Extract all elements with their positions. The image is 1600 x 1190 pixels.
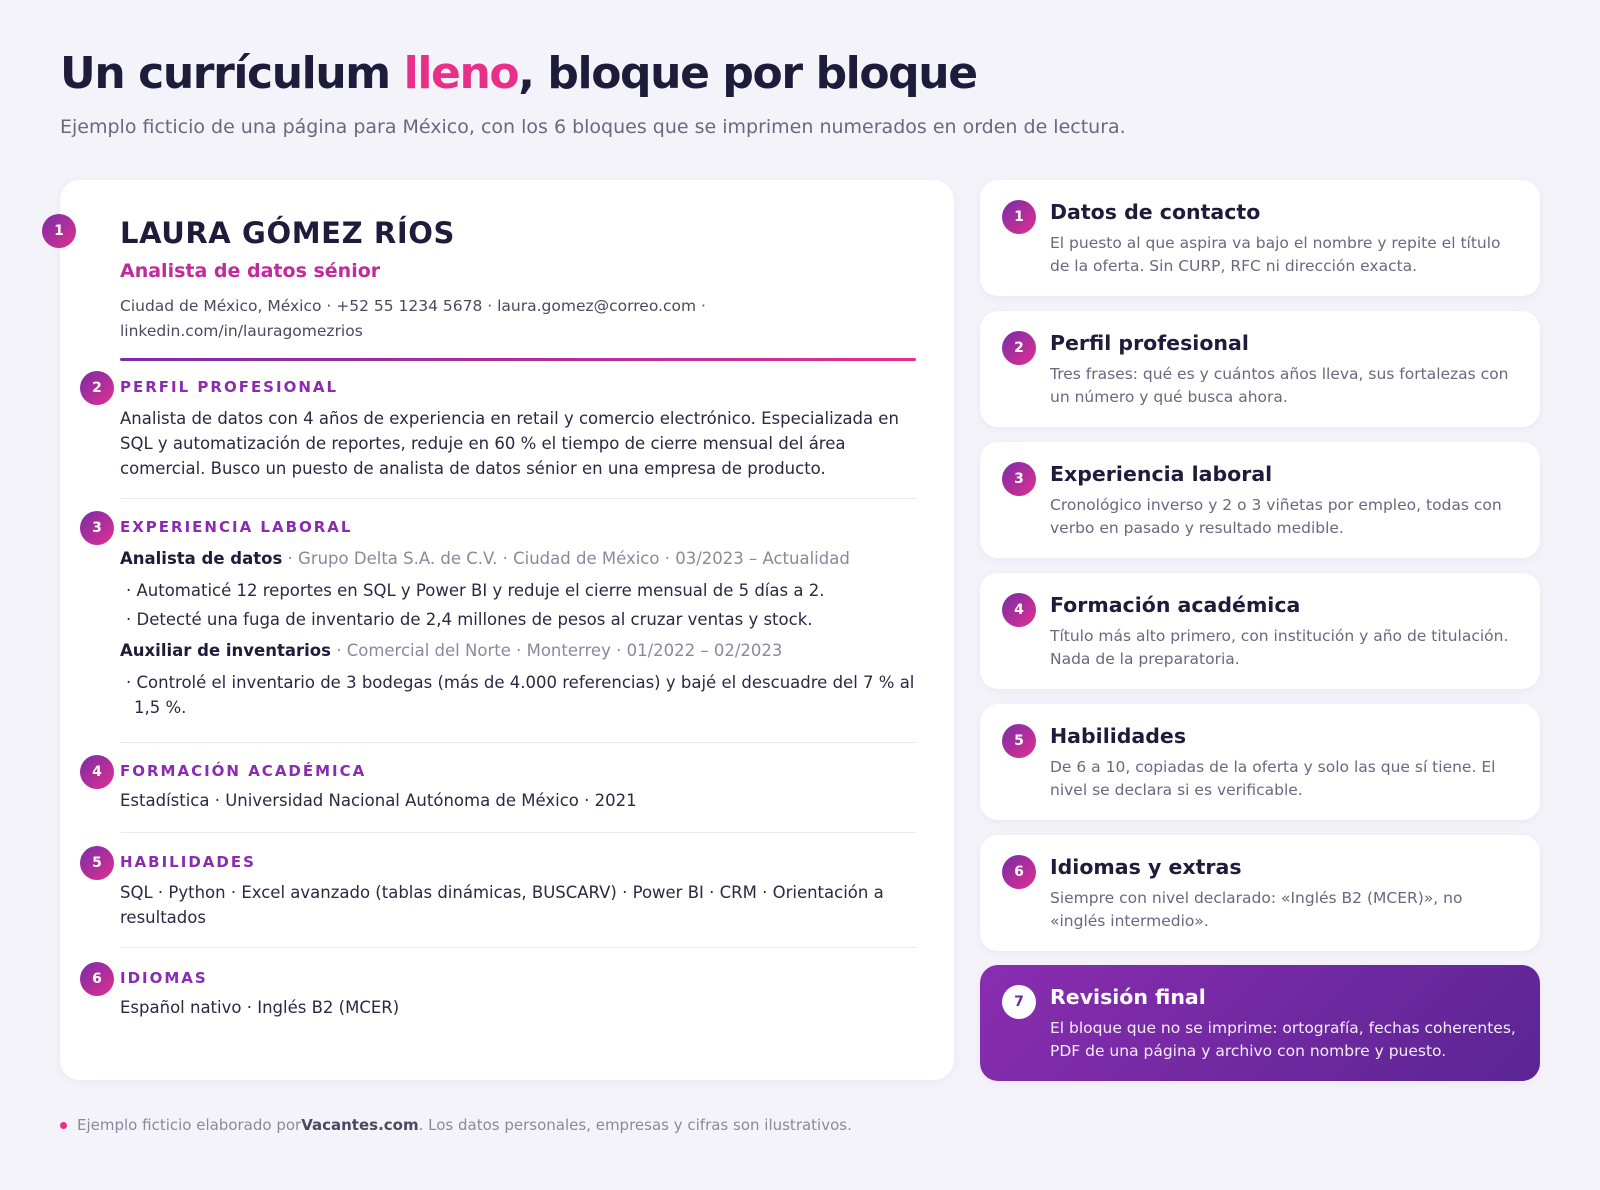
skills-text: SQL · Python · Excel avanzado (tablas dinámicas, BUSCARV) · Power BI · CRM · Orientación a resultados bbox=[120, 883, 884, 927]
card-description: El bloque que no se imprime: ortografía, fechas coherentes, PDF de una página y archivo con nombre y puesto. bbox=[1050, 1019, 1516, 1060]
card-title: Formación académica bbox=[1050, 593, 1301, 617]
footer-note bbox=[60, 1116, 852, 1134]
section-divider bbox=[120, 947, 916, 948]
card-contact bbox=[980, 180, 1540, 296]
title-pre: Un currículum bbox=[60, 48, 404, 99]
cv-name: LAURA GÓMEZ RÍOS bbox=[120, 216, 455, 250]
card-title: Datos de contacto bbox=[1050, 200, 1261, 224]
section-divider bbox=[120, 832, 916, 833]
section-divider bbox=[120, 742, 916, 743]
card-number: 4 bbox=[1002, 593, 1036, 627]
card-number: 1 bbox=[1002, 200, 1036, 234]
card-experience bbox=[980, 442, 1540, 558]
page-subtitle: Ejemplo ficticio de una página para México, con los 6 bloques que se imprimen numerados en orden de lectura. bbox=[60, 116, 1126, 138]
card-number: 2 bbox=[1002, 331, 1036, 365]
job-heading bbox=[120, 641, 782, 660]
card-final-review bbox=[980, 965, 1540, 1081]
cv-sample bbox=[54, 180, 954, 1080]
job-meta: · Comercial del Norte · Monterrey · 01/2022 – 02/2023 bbox=[330, 641, 783, 660]
card-number: 6 bbox=[1002, 855, 1036, 889]
card-number: 5 bbox=[1002, 724, 1036, 758]
skills-label: HABILIDADES bbox=[120, 853, 256, 871]
footer-pre: Ejemplo ficticio elaborado por bbox=[77, 1116, 302, 1134]
block-number-4: 4 bbox=[80, 755, 114, 789]
education-label: FORMACIÓN ACADÉMICA bbox=[120, 762, 367, 780]
card-profile bbox=[980, 311, 1540, 427]
experience-label: EXPERIENCIA LABORAL bbox=[120, 518, 353, 536]
job-bullet: · Controlé el inventario de 3 bodegas (más de 4.000 referencias) y bajé el descuadre del 7 % al 1,5 %. bbox=[126, 673, 915, 717]
page-title bbox=[60, 48, 977, 99]
card-description: El puesto al que aspira va bajo el nombre y repite el título de la oferta. Sin CURP, RFC ni dirección exacta. bbox=[1050, 234, 1501, 275]
block-number-3: 3 bbox=[80, 511, 114, 545]
card-description: Cronológico inverso y 2 o 3 viñetas por empleo, todas con verbo en pasado y resultado medible. bbox=[1050, 496, 1502, 537]
profile-text: Analista de datos con 4 años de experiencia en retail y comercio electrónico. Especializada en SQL y automatización de reportes, reduje en 60 % el tiempo de cierre mensual del área comercial. Busco un puesto de analista de datos sénior en una empresa de producto. bbox=[120, 409, 899, 478]
card-description: Tres frases: qué es y cuántos años lleva, sus fortalezas con un número y qué busca ahora. bbox=[1050, 365, 1509, 406]
block-number-2: 2 bbox=[80, 371, 114, 405]
languages-label: IDIOMAS bbox=[120, 969, 208, 987]
card-skills bbox=[980, 704, 1540, 820]
job-bullet: · Detecté una fuga de inventario de 2,4 millones de pesos al cruzar ventas y stock. bbox=[126, 610, 813, 629]
card-title: Experiencia laboral bbox=[1050, 462, 1273, 486]
education-text: Estadística · Universidad Nacional Autónoma de México · 2021 bbox=[120, 791, 637, 810]
title-accent: lleno bbox=[403, 48, 519, 99]
card-number: 7 bbox=[1002, 985, 1036, 1019]
job-title: Auxiliar de inventarios bbox=[120, 641, 331, 660]
languages-text: Español nativo · Inglés B2 (MCER) bbox=[120, 998, 400, 1017]
cv-contact: Ciudad de México, México · +52 55 1234 5678 · laura.gomez@correo.com · linkedin.com/in/lauragomezrios bbox=[120, 297, 706, 340]
job-bullet: · Automaticé 12 reportes en SQL y Power BI y reduje el cierre mensual de 5 días a 2. bbox=[126, 581, 825, 600]
card-education bbox=[980, 573, 1540, 689]
cv-divider bbox=[120, 358, 916, 361]
card-description: Título más alto primero, con institución y año de titulación. Nada de la preparatoria. bbox=[1050, 627, 1509, 668]
card-title: Habilidades bbox=[1050, 724, 1187, 748]
profile-label: PERFIL PROFESIONAL bbox=[120, 378, 339, 396]
section-divider bbox=[120, 498, 916, 499]
bullet-dot bbox=[60, 1122, 67, 1129]
title-post: , bloque por bloque bbox=[518, 48, 977, 99]
card-title: Perfil profesional bbox=[1050, 331, 1249, 355]
block-number-6: 6 bbox=[80, 962, 114, 996]
card-title: Idiomas y extras bbox=[1050, 855, 1242, 879]
job-title: Analista de datos bbox=[120, 549, 283, 568]
job-meta: · Grupo Delta S.A. de C.V. · Ciudad de México · 03/2023 – Actualidad bbox=[282, 549, 850, 568]
card-description: Siempre con nivel declarado: «Inglés B2 (MCER)», no «inglés intermedio». bbox=[1050, 889, 1463, 930]
card-languages bbox=[980, 835, 1540, 951]
footer-brand: Vacantes.com bbox=[301, 1116, 419, 1134]
block-number-1: 1 bbox=[42, 214, 76, 248]
card-description: De 6 a 10, copiadas de la oferta y solo las que sí tiene. El nivel se declara si es verificable. bbox=[1050, 758, 1496, 799]
job-heading bbox=[120, 549, 850, 568]
cv-role: Analista de datos sénior bbox=[120, 260, 381, 282]
footer-post: . Los datos personales, empresas y cifras son ilustrativos. bbox=[418, 1116, 852, 1134]
card-title: Revisión final bbox=[1050, 985, 1206, 1009]
block-number-5: 5 bbox=[80, 846, 114, 880]
card-number: 3 bbox=[1002, 462, 1036, 496]
